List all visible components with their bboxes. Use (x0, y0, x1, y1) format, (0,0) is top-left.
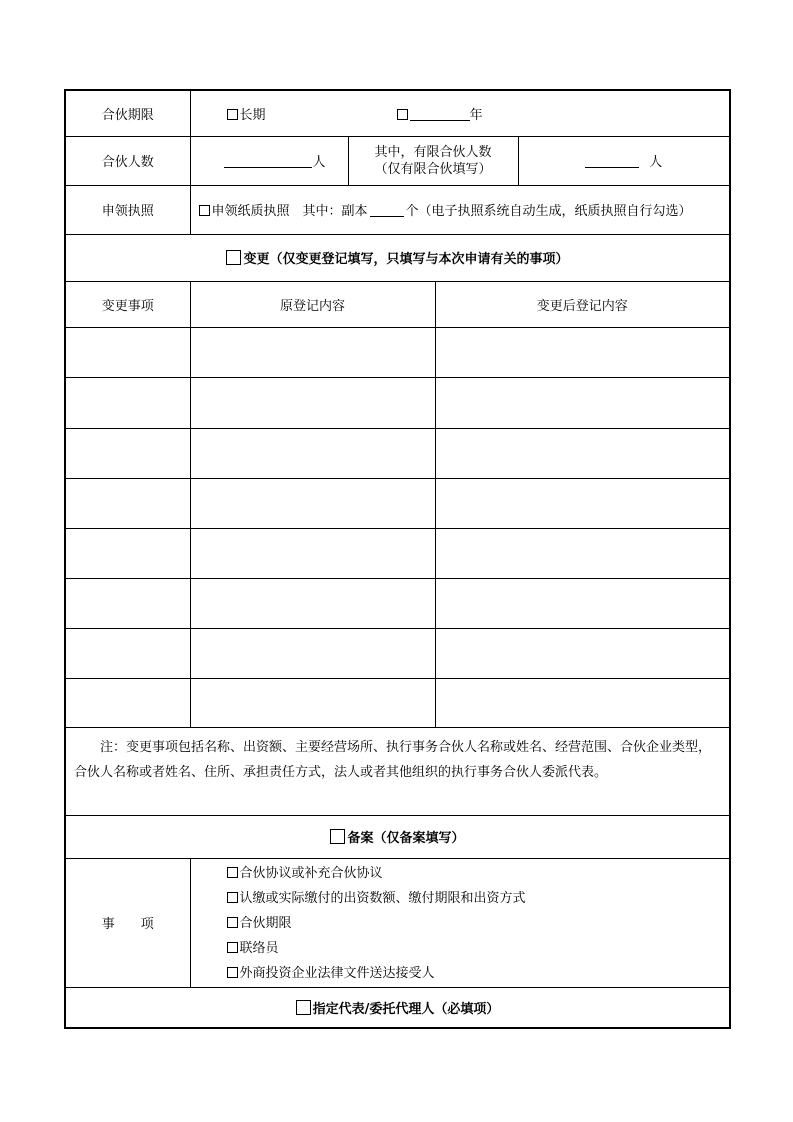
checkbox-icon[interactable] (296, 1000, 311, 1015)
new-content-cell[interactable] (435, 528, 730, 578)
table-row (65, 478, 730, 528)
new-content-cell[interactable] (435, 478, 730, 528)
filing-items-list (190, 858, 730, 987)
period-options (190, 90, 730, 136)
copies-blank[interactable] (370, 203, 404, 217)
partners-count-cell: 人 (190, 136, 348, 185)
table-row (65, 428, 730, 478)
checkbox-icon[interactable] (227, 109, 238, 120)
header-new-content: 变更后登记内容 (435, 281, 730, 327)
table-row (65, 528, 730, 578)
partners-label: 合伙人数 (65, 136, 190, 185)
checkbox-icon[interactable] (227, 917, 238, 928)
filing-section-header-row (65, 815, 730, 858)
original-content-cell[interactable] (190, 678, 435, 727)
partners-row (65, 136, 730, 185)
table-row (65, 678, 730, 727)
original-content-cell[interactable] (190, 428, 435, 478)
change-item-cell[interactable] (65, 377, 190, 428)
new-content-cell[interactable] (435, 377, 730, 428)
change-section-header-row (65, 234, 730, 281)
paper-license-option[interactable]: 申领纸质执照 (211, 204, 290, 219)
change-item-cell[interactable] (65, 478, 190, 528)
new-content-cell[interactable] (435, 578, 730, 628)
new-content-cell[interactable] (435, 678, 730, 727)
limited-partners-blank[interactable] (585, 154, 639, 168)
period-long-term-option[interactable]: 长期 (227, 104, 266, 123)
change-item-cell[interactable] (65, 678, 190, 727)
new-content-cell[interactable] (435, 628, 730, 678)
checkbox-icon[interactable] (397, 109, 408, 120)
period-label: 合伙期限 (65, 90, 190, 136)
checkbox-icon[interactable] (227, 967, 238, 978)
filing-item[interactable]: 联络员 (191, 936, 730, 961)
original-content-cell[interactable] (190, 628, 435, 678)
table-row (65, 628, 730, 678)
change-item-cell[interactable] (65, 578, 190, 628)
change-item-cell[interactable] (65, 327, 190, 377)
checkbox-icon[interactable] (227, 892, 238, 903)
license-row (65, 185, 730, 234)
filing-item[interactable]: 合伙期限 (191, 911, 730, 936)
filing-items-row (65, 858, 730, 987)
original-content-cell[interactable] (190, 478, 435, 528)
license-label: 申领执照 (65, 185, 190, 234)
filing-item[interactable]: 认缴或实际缴付的出资数额、缴付期限和出资方式 (191, 886, 730, 911)
period-years-option[interactable]: 年 (397, 104, 483, 123)
checkbox-icon[interactable] (330, 829, 345, 844)
change-item-cell[interactable] (65, 428, 190, 478)
change-item-cell[interactable] (65, 628, 190, 678)
header-original-content: 原登记内容 (190, 281, 435, 327)
original-content-cell[interactable] (190, 528, 435, 578)
change-note-row (65, 727, 730, 815)
table-row (65, 377, 730, 428)
period-row (65, 90, 730, 136)
checkbox-icon[interactable] (226, 250, 241, 265)
original-content-cell[interactable] (190, 327, 435, 377)
change-table-header (65, 281, 730, 327)
checkbox-icon[interactable] (227, 867, 238, 878)
original-content-cell[interactable] (190, 578, 435, 628)
limited-partners-count: 人 (519, 137, 730, 185)
license-options: 申领纸质执照 其中：副本 个（电子执照系统自动生成，纸质执照自行勾选） (190, 185, 730, 234)
registration-form-table (64, 89, 731, 1029)
filing-section-title: 备案（仅备案填写） (65, 815, 730, 858)
representative-section-header-row (65, 987, 730, 1028)
checkbox-icon[interactable] (199, 205, 210, 216)
limited-partners-label: 其中，有限合伙人数 （仅有限合伙填写） (349, 137, 519, 185)
checkbox-icon[interactable] (227, 942, 238, 953)
filing-item[interactable]: 合伙协议或补充合伙协议 (191, 861, 730, 886)
representative-section-title: 指定代表/委托代理人（必填项） (65, 987, 730, 1028)
original-content-cell[interactable] (190, 377, 435, 428)
change-note: 注：变更事项包括名称、出资额、主要经营场所、执行事务合伙人名称或姓名、经营范围、合伙企业类型，合伙人名称或者姓名、住所、承担责任方式，法人或者其他组织的执行事务合伙人委派代表。 (65, 727, 730, 815)
partners-count-blank[interactable] (224, 154, 312, 168)
limited-partners-cell (348, 136, 730, 185)
filing-item[interactable]: 外商投资企业法律文件送达接受人 (191, 961, 730, 986)
table-row (65, 327, 730, 377)
new-content-cell[interactable] (435, 327, 730, 377)
header-change-item: 变更事项 (65, 281, 190, 327)
years-blank[interactable] (410, 107, 470, 121)
change-section-title: 变更（仅变更登记填写，只填写与本次申请有关的事项） (65, 234, 730, 281)
filing-item-label: 事 项 (65, 858, 190, 987)
new-content-cell[interactable] (435, 428, 730, 478)
table-row (65, 578, 730, 628)
change-item-cell[interactable] (65, 528, 190, 578)
